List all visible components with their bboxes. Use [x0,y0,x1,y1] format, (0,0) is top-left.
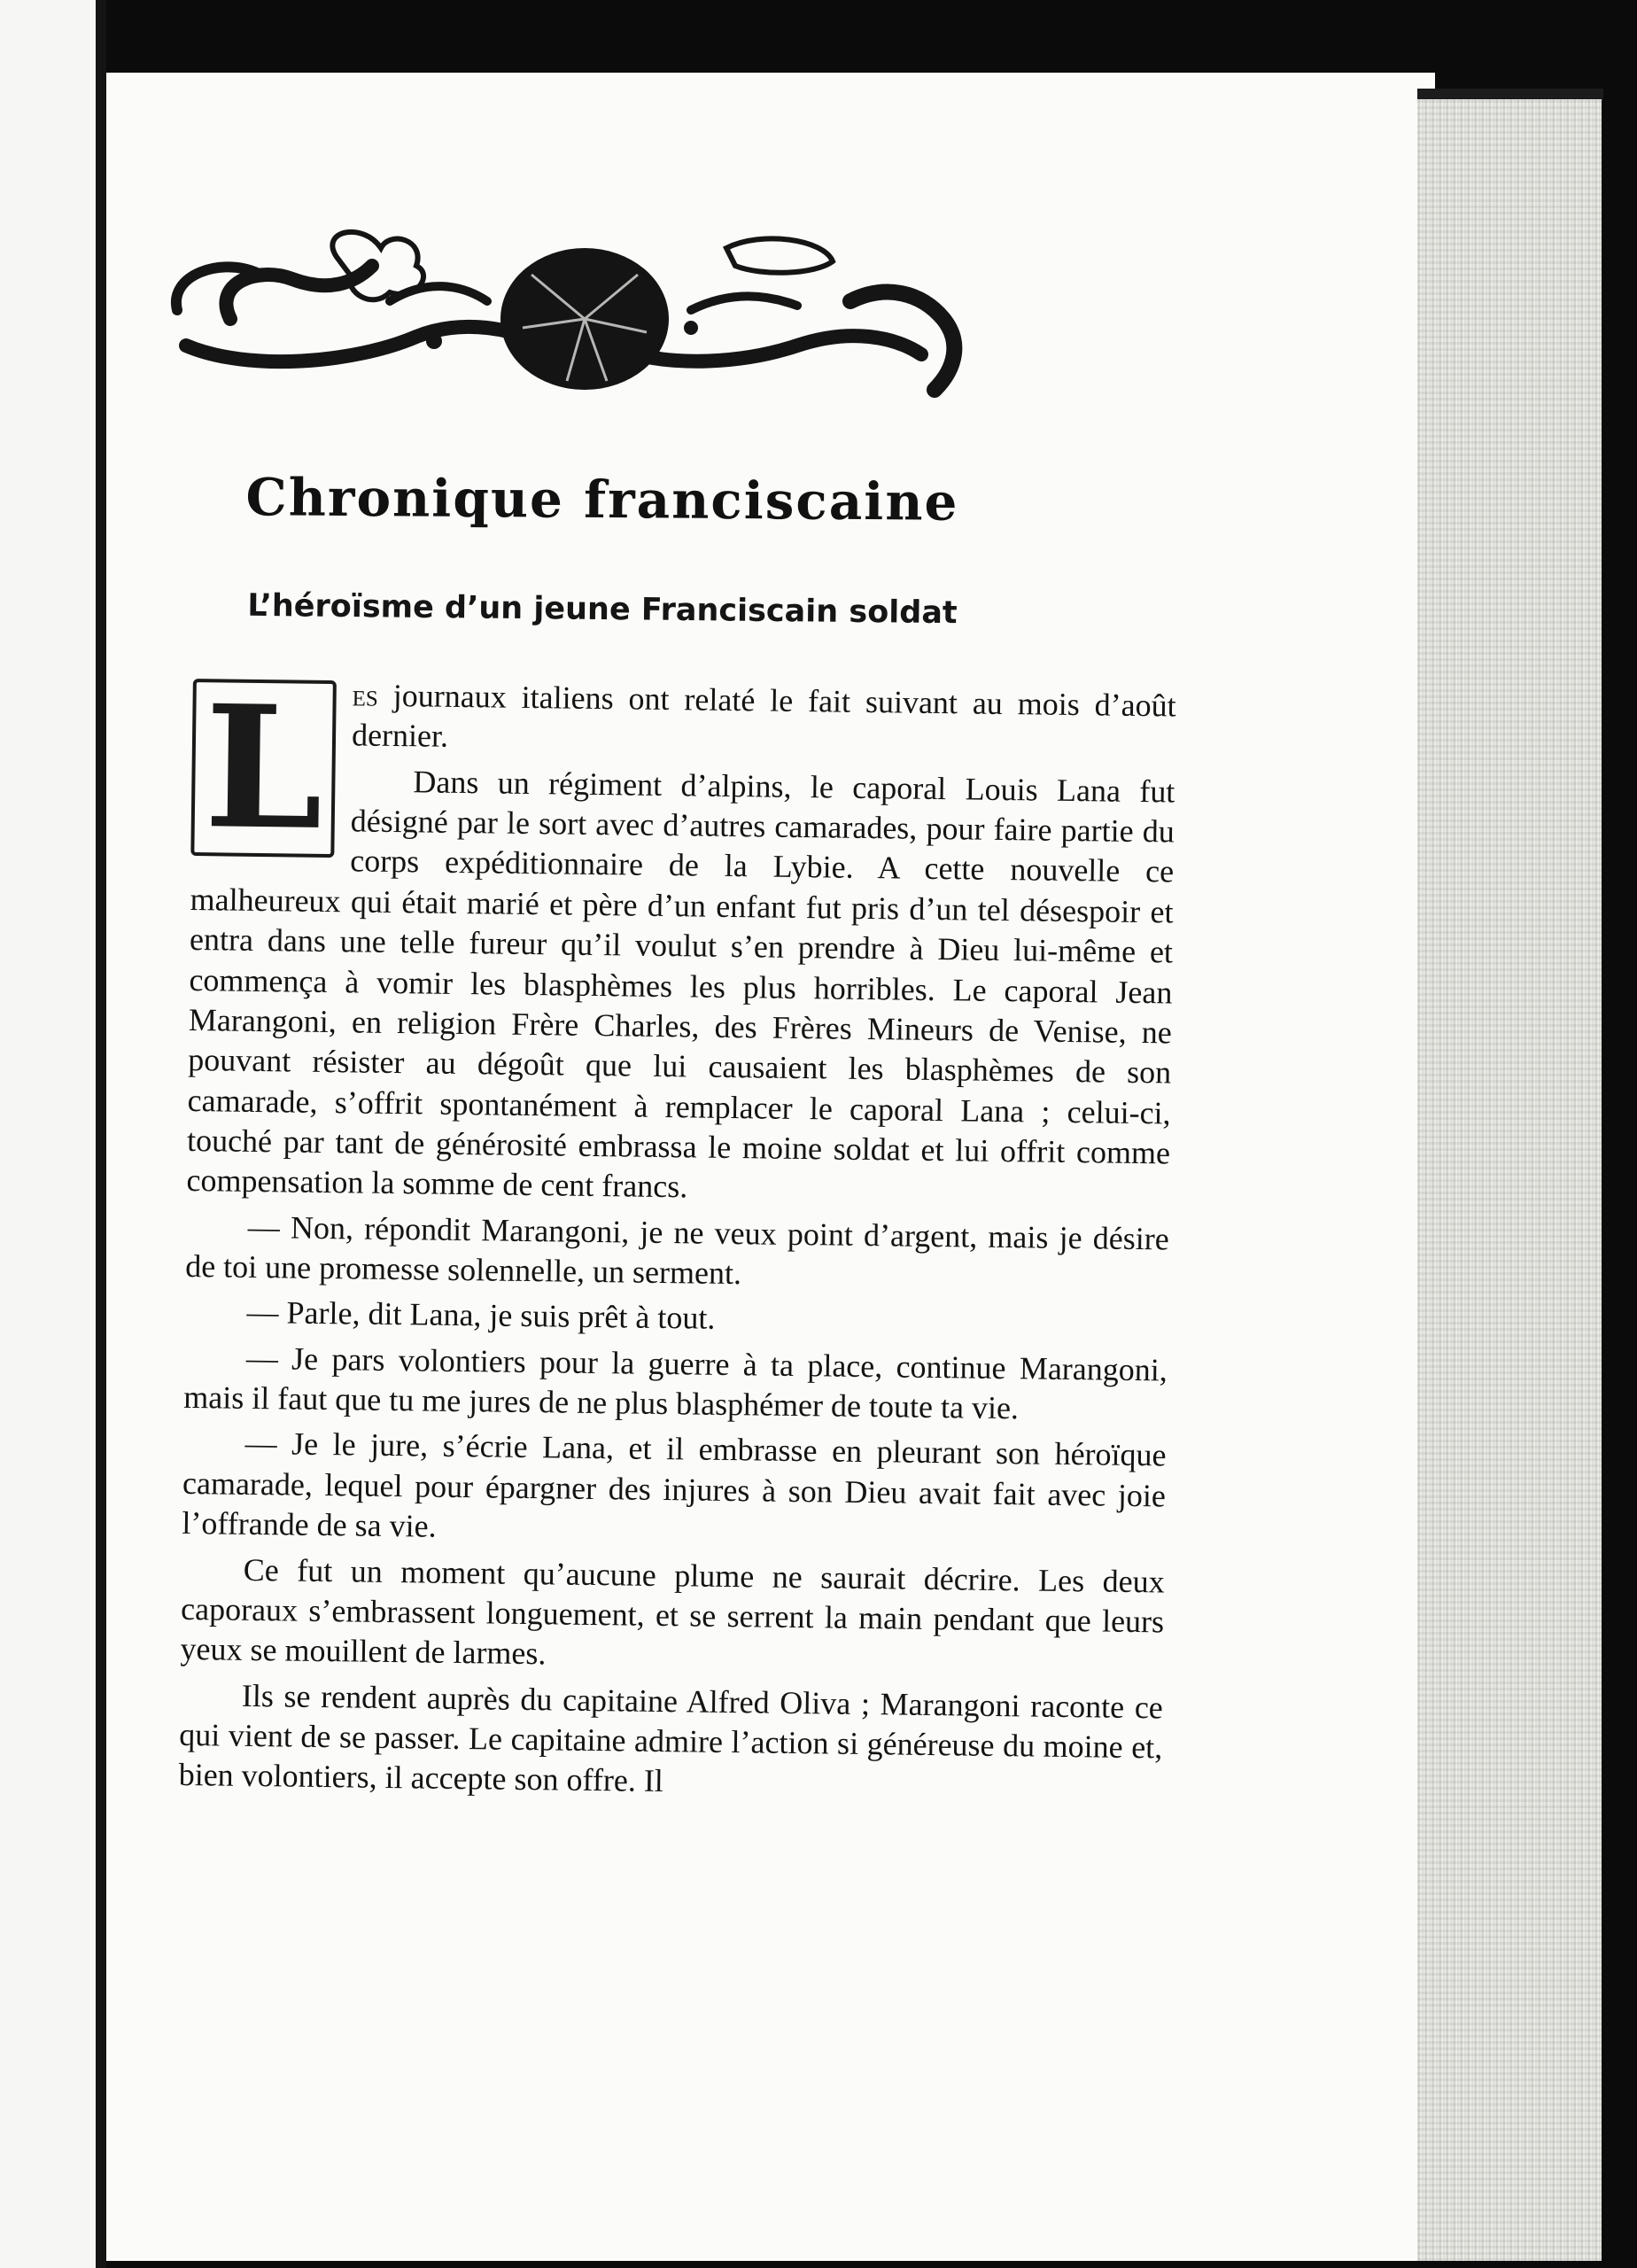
floral-vignette-icon [124,177,1010,416]
paragraph-7: Ce fut un moment qu’aucune plume ne saurait décrire. Les deux caporaux s’embrassent longuement, et se serrent la main pendant que leurs yeux se mouillent de larmes. [180,1551,1165,1672]
paragraph-2: Dans un régiment d’alpins, le caporal Louis Lana fut désigné par le sort avec d’autres camarades, pour faire partie du corps expéditionnaire de la Lybie. A cette nouvelle ce malheureux qui était marié et père d’un enfant fut pris d’un tel désespoir et entra dans une telle fureur qu’il voulut s’en prendre à Dieu lui-même et commença à vomir les blasphèmes les plus horribles. Le caporal Jean Marangoni, en religion Frère Charles, des Frères Mineurs de Venise, ne pouvant résister au dégoût que lui causaient les blasphèmes de son camarade, s’offrit spontanément à remplacer le caporal Lana ; celui-ci, touché par tant de générosité embrassa le moine soldat et lui offrit comme compensation la somme de cent francs. [186,763,1175,1205]
paragraph-5: — Je pars volontiers pour la guerre à ta place, continue Marangoni, mais il faut que tu me jures de ne plus blasphémer de toute ta vie. [183,1340,1168,1426]
paragraph-8: Ils se rendent auprès du capitaine Alfred Oliva ; Marangoni raconte ce qui vient de se passer. Le capitaine admire l’action si généreuse du moine et, bien volontiers, il accepte son offre. Il [178,1677,1164,1799]
paragraph-4: — Parle, dit Lana, je suis prêt à tout. [246,1294,716,1337]
paragraph-1-smallcaps: es [352,677,379,713]
paragraph-3: — Non, répondit Marangoni, je ne veux point d’argent, mais je désire de toi une promesse solennelle, un serment. [184,1208,1170,1292]
page-edges [1417,99,1602,2261]
dropcap-ornament [190,668,337,867]
paragraph-1-text [352,677,1176,754]
paragraph-1 [192,668,1176,867]
page-title: Chronique franciscaine [245,467,959,532]
facing-page [0,0,96,2268]
paragraph-1-rest: journaux italiens ont relaté le fait suivant au mois d’août dernier. [351,677,1176,755]
book-gutter [96,0,106,2268]
dropcap-letter: L [203,668,324,867]
article-body [178,668,1176,1814]
paragraph-6: — Je le jure, s’écrie Lana, et il embrasse en pleurant son héroïque camarade, lequel pour épargner des injures à son Dieu avait fait avec joie l’offrande de sa vie. [182,1425,1167,1544]
article-subtitle: L’héroïsme d’un jeune Franciscain soldat [247,587,958,632]
